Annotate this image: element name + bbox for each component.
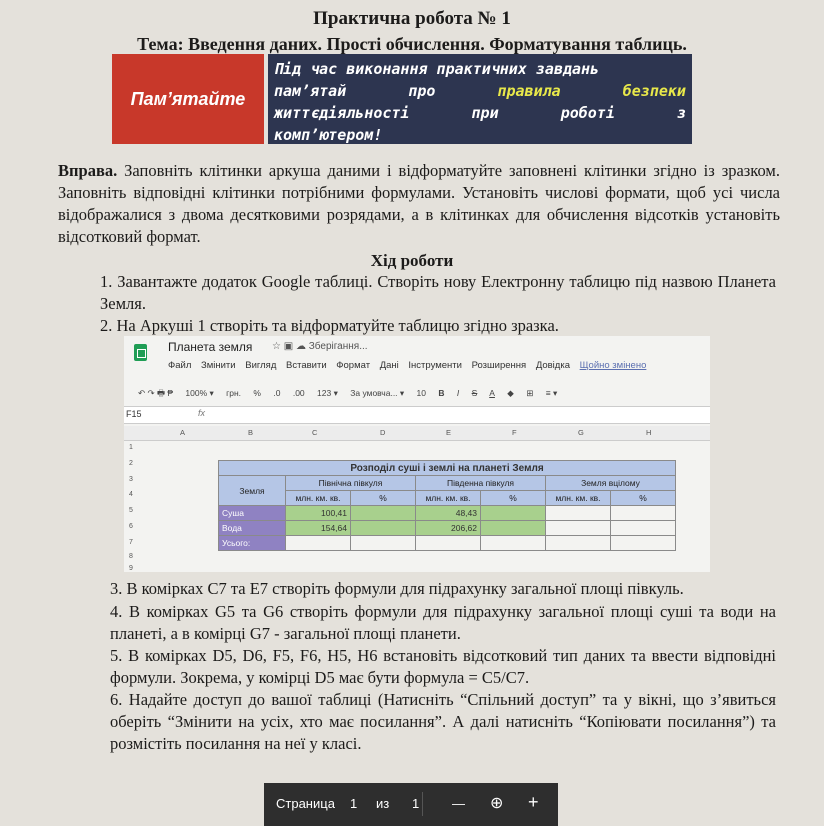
fill-color-icon[interactable]: ◆ (507, 388, 514, 398)
zoom-out-button[interactable]: — (452, 796, 465, 811)
row-label-total[interactable]: Усього: (219, 536, 286, 551)
table-title[interactable]: Розподіл суші і землі на планеті Земля (219, 461, 676, 476)
remember-line: комп’ютером! (274, 126, 383, 144)
header-whole[interactable]: Земля вцілому (546, 476, 676, 491)
page-number-input[interactable]: 1 (350, 796, 358, 811)
menu-bar (168, 360, 653, 371)
increase-decimal-button[interactable]: .00 (292, 388, 305, 398)
cell[interactable] (611, 536, 676, 551)
column-header-row (124, 426, 710, 441)
doc-status: ☆ ▣ ☁ Зберігання... (272, 341, 368, 352)
font-size-input[interactable]: 10 (416, 388, 427, 398)
toolbar (138, 388, 567, 402)
row-header[interactable]: 4 (129, 491, 133, 498)
row-header[interactable]: 9 (129, 565, 133, 572)
sheets-logo-icon (134, 344, 147, 361)
header-pct[interactable]: % (351, 491, 416, 506)
menu-item[interactable]: Вигляд (245, 360, 277, 371)
column-header[interactable]: D (380, 428, 386, 437)
zoom-in-button[interactable]: + (528, 792, 539, 812)
page-total: 1 (412, 796, 420, 811)
step-1: 1. Завантажте додаток Google таблиці. Створіть нову Електронну таблицю під назвою Планета Земля. (100, 272, 776, 313)
remember-line: Під час виконання практичних завдань (274, 60, 600, 78)
cell[interactable] (481, 506, 546, 521)
page-topic: Тема: Введення даних. Прості обчислення. Форматування таблиць. (137, 34, 687, 54)
of-label: из (376, 796, 390, 811)
currency-button[interactable]: грн. (226, 388, 242, 398)
step-4: 4. В комірках G5 та G6 створіть формули для підрахунку загальної площі суші та води на планеті, а в комірці G7 - загальної площі планети. (110, 602, 776, 643)
borders-icon[interactable]: ⊞ (526, 388, 534, 398)
zoom-select[interactable]: 100% ▾ (185, 388, 214, 398)
row-header[interactable]: 3 (129, 476, 133, 483)
exercise-text: Заповніть клітинки аркуша даними і відформатуйте заповнені клітинки згідно із зразком. Заповніть відповідні клітинки потрібними формулами. Установіть числові формати, щоб усі числа відображалися з двома десятковими розрядами, а в клітинках для обчислення відсотків установіть відсотковий формат. (58, 161, 780, 246)
row-header[interactable]: 8 (129, 553, 133, 560)
cell-water-south[interactable]: 206,62 (416, 521, 481, 536)
step-6: 6. Надайте доступ до вашої таблиці (Натисніть “Спільний доступ” та у вікні, що з’явиться оберіть “Змінити на усіх, хто має посилання”. А далі натисніть “Копіювати посилання”) та розмістіть посилання на неї у класі. (110, 690, 776, 753)
column-header[interactable]: C (312, 428, 318, 437)
step-3: 3. В комірках C7 та E7 створіть формули для підрахунку загальної площі півкуль. (110, 579, 684, 598)
header-pct[interactable]: % (611, 491, 676, 506)
page-label: Страница (276, 796, 335, 811)
cell[interactable] (481, 536, 546, 551)
procedure-heading: Хід роботи (370, 251, 454, 270)
row-header[interactable]: 7 (129, 539, 133, 546)
row-label-land[interactable]: Суша (219, 506, 286, 521)
cell[interactable] (546, 536, 611, 551)
percent-button[interactable]: % (253, 388, 261, 398)
column-header[interactable]: G (578, 428, 584, 437)
header-south[interactable]: Південна півкуля (416, 476, 546, 491)
row-header[interactable]: 5 (129, 507, 133, 514)
formula-bar (124, 406, 710, 424)
cell[interactable] (611, 521, 676, 536)
font-select[interactable]: За умовча... ▾ (350, 388, 405, 398)
page-title: Практична робота № 1 (313, 8, 511, 29)
remember-box (268, 54, 692, 144)
row-header[interactable]: 1 (129, 444, 133, 451)
menu-item[interactable]: Інструменти (408, 360, 462, 371)
exercise-lead: Вправа. (58, 161, 118, 180)
cell-land-north[interactable]: 100,41 (286, 506, 351, 521)
header-planet[interactable]: Земля (219, 476, 286, 506)
menu-item[interactable]: Вставити (286, 360, 327, 371)
saved-status[interactable]: Щойно змінено (579, 360, 647, 371)
cell[interactable] (546, 521, 611, 536)
column-header[interactable]: B (248, 428, 254, 437)
strikethrough-button[interactable]: S (471, 388, 478, 398)
row-label-water[interactable]: Вода (219, 521, 286, 536)
text-color-button[interactable]: A (489, 388, 495, 398)
remember-line: життєдіяльності при роботі з (274, 104, 686, 122)
zoom-icon[interactable]: ⊕ (490, 795, 504, 812)
header-unit[interactable]: млн. км. кв. (546, 491, 611, 506)
table-row (219, 506, 676, 521)
header-unit[interactable]: млн. км. кв. (416, 491, 481, 506)
remember-line: пам’ятай про правила безпеки (274, 82, 686, 100)
pdf-page-toolbar (264, 783, 558, 826)
cell[interactable] (351, 536, 416, 551)
table-row (219, 536, 676, 551)
bold-button[interactable]: B (438, 388, 445, 398)
menu-item[interactable]: Формат (336, 360, 371, 371)
cell[interactable] (611, 506, 676, 521)
header-pct[interactable]: % (481, 491, 546, 506)
doc-name[interactable]: Планета земля (168, 340, 253, 354)
step-5: 5. В комірках D5, D6, F5, F6, H5, H6 встановіть відсотковий тип даних та ввести відповідні формули. Зокрема, у комірці D5 має бути формула = C5/C7. (110, 646, 776, 687)
column-header[interactable]: E (446, 428, 452, 437)
align-icon[interactable]: ≡ ▾ (545, 388, 558, 398)
cell[interactable] (351, 506, 416, 521)
column-header[interactable]: A (180, 428, 186, 437)
menu-item[interactable]: Розширення (471, 360, 527, 371)
menu-item[interactable]: Змінити (201, 360, 236, 371)
cell[interactable] (546, 506, 611, 521)
menu-item[interactable]: Файл (168, 360, 192, 371)
header-unit[interactable]: млн. км. кв. (286, 491, 351, 506)
cell[interactable] (416, 536, 481, 551)
column-header[interactable]: F (512, 428, 517, 437)
name-box[interactable]: F15 (126, 409, 142, 419)
toolbar-divider (422, 792, 423, 816)
column-header[interactable]: H (646, 428, 652, 437)
header-north[interactable]: Північна півкуля (286, 476, 416, 491)
cell[interactable] (286, 536, 351, 551)
row-header[interactable]: 6 (129, 523, 133, 530)
step-2: 2. На Аркуші 1 створіть та відформатуйте таблицю згідно зразка. (100, 316, 559, 335)
menu-item[interactable]: Довідка (535, 360, 570, 371)
number-format-select[interactable]: 123 ▾ (317, 388, 338, 398)
italic-button[interactable]: I (456, 388, 460, 398)
row-header[interactable]: 2 (129, 460, 133, 467)
cell-land-south[interactable]: 48,43 (416, 506, 481, 521)
remember-label: Пам’ятайте (112, 54, 264, 144)
decrease-decimal-button[interactable]: .0 (273, 388, 281, 398)
table-row (219, 521, 676, 536)
cell[interactable] (351, 521, 416, 536)
undo-redo-print-icon[interactable]: ↶ ↷ 🖶 ₱ (138, 388, 174, 398)
cell[interactable] (481, 521, 546, 536)
data-table (218, 460, 676, 551)
exercise-paragraph (58, 160, 780, 248)
cell-water-north[interactable]: 154,64 (286, 521, 351, 536)
menu-item[interactable]: Дані (379, 360, 399, 371)
spreadsheet-screenshot (124, 336, 710, 572)
fx-icon: fx (198, 408, 206, 418)
